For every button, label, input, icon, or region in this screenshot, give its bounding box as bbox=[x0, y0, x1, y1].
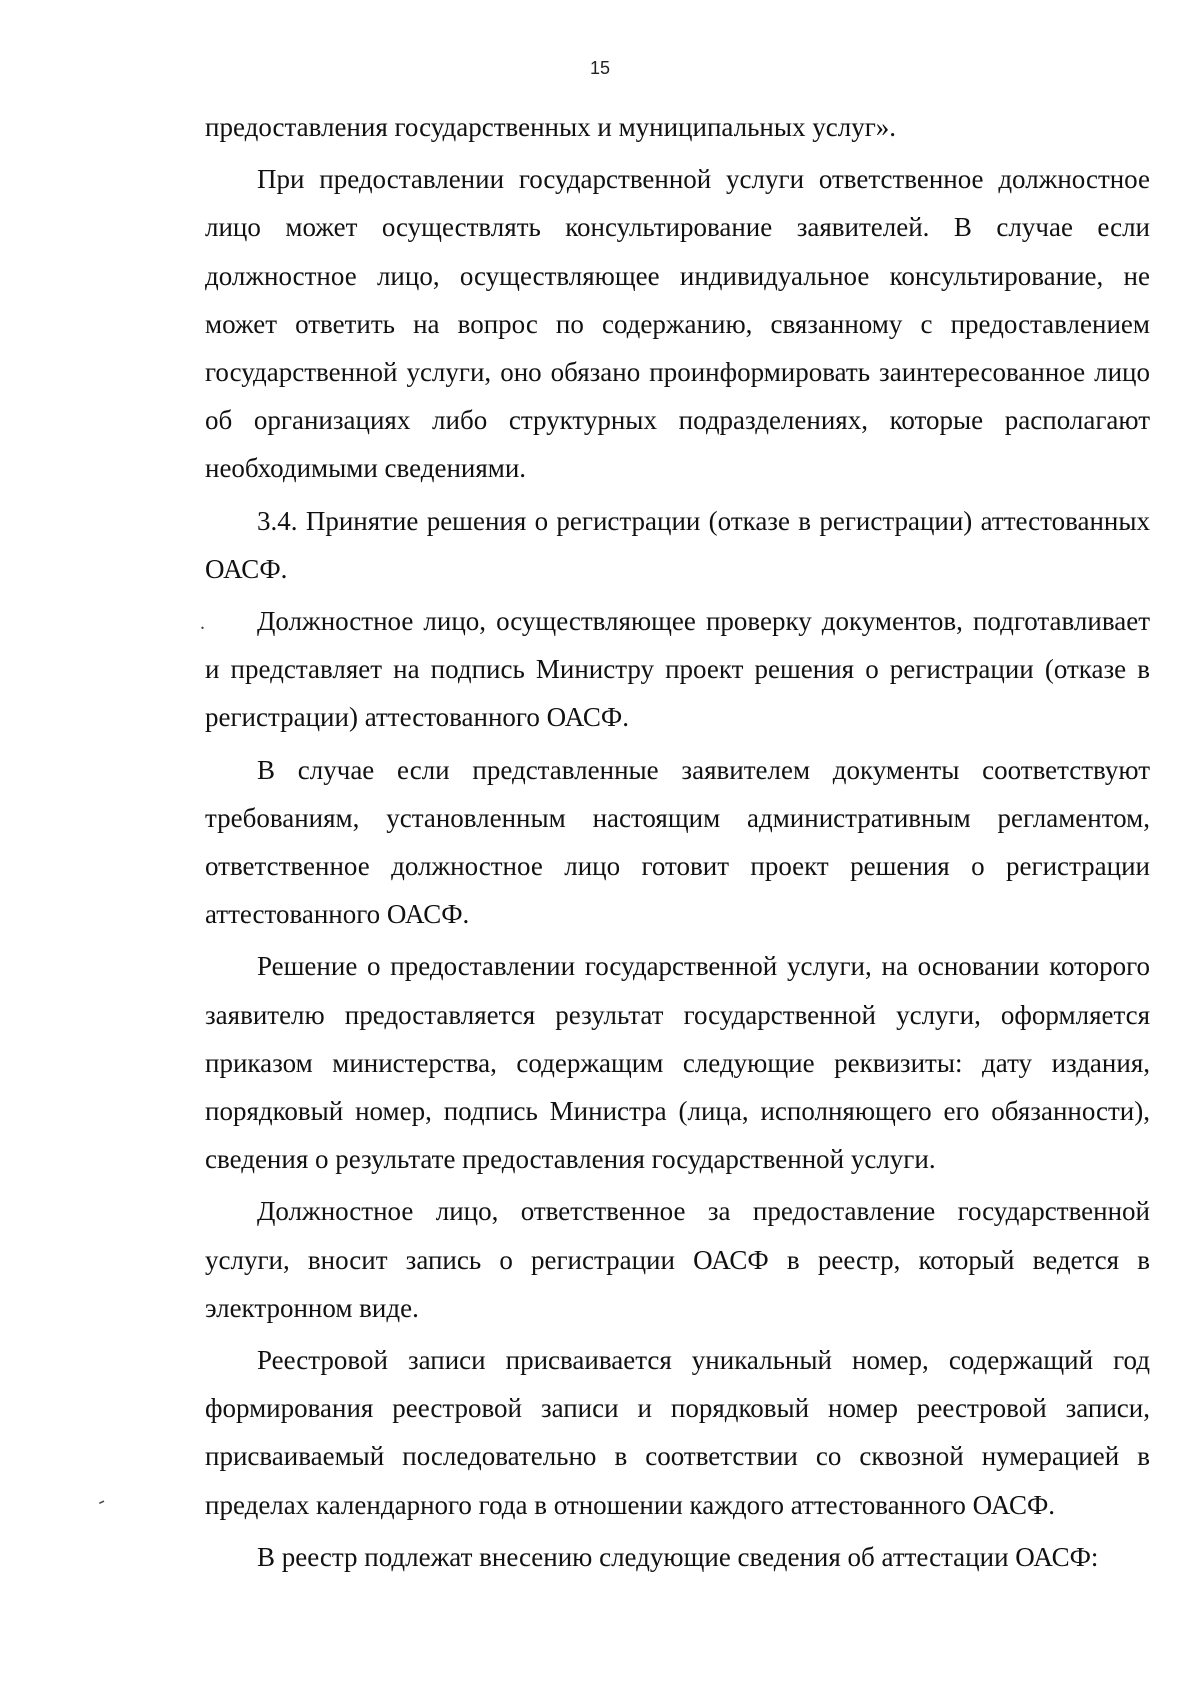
paragraph-registry-entry: Должностное лицо, ответственное за предоставление государственной услуги, вносит запись о регистрации ОАСФ в реестр, который ведется в электронном виде. bbox=[205, 1196, 1150, 1323]
page-number: 15 bbox=[589, 58, 611, 78]
paragraph-decision: Решение о предоставлении государственной услуги, на основании которого заявителю предоставляется результат государственной услуги, оформляется приказом министерства, содержащим следующие реквизиты: дату издания, порядковый номер, подпись Министра (лица, исполняющего его обязанности), сведения о результате предоставления государственной услуги. bbox=[205, 951, 1150, 1175]
paragraph-continuation: предоставления государственных и муниципальных услуг». bbox=[205, 112, 897, 142]
scan-speck: - bbox=[93, 1489, 109, 1513]
paragraph-registry-contents: В реестр подлежат внесению следующие сведения об аттестации ОАСФ: bbox=[257, 1541, 1099, 1572]
paragraph-consulting: При предоставлении государственной услуги ответственное должностное лицо может осуществлять консультирование заявителей. В случае если должностное лицо, осуществляющее индивидуальное консультирование, не может ответить на вопрос по содержанию, связанному с предоставлением государственной услуги, оно обязано проинформировать заинтересованное лицо об организациях либо структурных подразделениях, которые располагают необходимыми сведениями. bbox=[205, 164, 1150, 484]
paragraph-registry-number: Реестровой записи присваивается уникальный номер, содержащий год формирования реестровой записи и порядковый номер реестровой записи, присваиваемый последовательно в соответствии со сквозной нумерацией в пределах календарного года в отношении каждого аттестованного ОАСФ. bbox=[205, 1345, 1150, 1520]
document-body bbox=[205, 103, 1150, 1581]
section-heading-3-4: 3.4. Принятие решения о регистрации (отказе в регистрации) аттестованных ОАСФ. bbox=[205, 505, 1150, 584]
paragraph-documents-compliance: В случае если представленные заявителем документы соответствуют требованиям, установленным настоящим административным регламентом, ответственное должностное лицо готовит проект решения о регистрации аттестованного ОАСФ. bbox=[205, 754, 1150, 930]
paragraph-document-check: Должностное лицо, осуществляющее проверку документов, подготавливает и представляет на подпись Министру проект решения о регистрации (отказе в регистрации) аттестованного ОАСФ. bbox=[205, 606, 1150, 733]
scan-speck: . bbox=[200, 612, 205, 634]
